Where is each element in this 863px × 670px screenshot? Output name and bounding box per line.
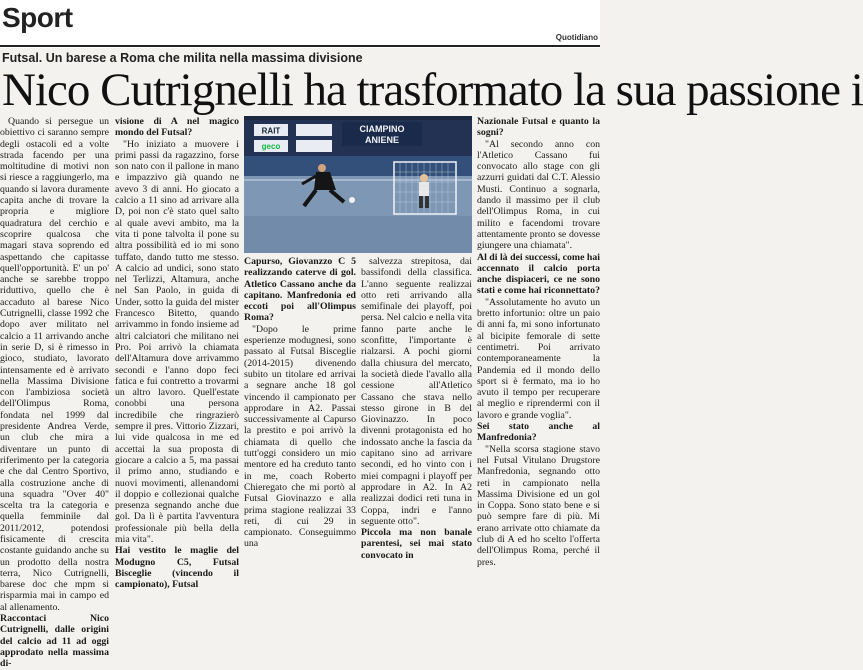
article-column-3 [244,256,356,550]
interview-question: Sei stato anche al Manfredonia? [477,421,600,444]
ball [349,197,355,203]
article-column-2 [115,116,239,591]
interview-question: Raccontaci Nico Cutrignelli, dalle origini del calcio ad 11 ad oggi approdato nella massima di- [0,613,109,670]
interview-question: Capurso, Giovanzzo C 5 realizzando caterve di gol. Atletico Cassano anche da capitano. Manfredonia ed eccoti poi all'Olimpus Roma? [244,256,356,324]
paragraph: Quando si persegue un obiettivo ci saranno sempre degli ostacoli ed a volte strada facendo per una moltitudine di motivi non si riesce a raggiungerlo, ma quando si lavora duramente capita anche di trovare la propria e migliore quadratura del cerchio e scoprire qualcosa che magari stava soprendo ed aspettando che capitasse quell'opportunità. E' un po' anche se sarebbe troppo riduttivo, quello che è accaduto al barese Nico Cutrignelli, classe 1992 che dopo aver militato nel calcio a 11 arrivando anche in serie D, si è rimesso in gioco, studiato, lavorato intensamente ed è arrivato nella Massima Divisione con l'ambiziosa società dell'Olimpus Roma, fondata nel 1999 dal presidente Andrea Verde, un club che mira a diventare un punto di riferimento per la categoria e che dal Centro Sportivo, alla costruzione anche di una squadra "Over 40" scelta tra la categoria e quella femminile dal 2011/2012, potendosi fisicamente di crescita costante guidando anche su un prodotto della nostra terra, Nico Cutrignelli, barese doc che mpm si risparmia mai in campo ed al allenamento. [0,116,109,613]
paragraph: "Ho iniziato a muovere i primi passi da ragazzino, forse son nato con il pallone in mano e impazzivo già quando ne avevo 3 di anni. Ho giocato a calcio a 11 sino ad arrivare alla D, poi non c'è stato quel salto al quale avevi ambito, ma la vita ti pone talvolta il pone su altra possibilità ed io mi sono tuffato, dando tutto me stesso. A calcio ad undici, sono stato nel Terlizzi, Altamura, anche nel San Paolo, in guida di Under, sotto la guida del mister Francesco Bitetto, quando arrivammo in fondo insieme ad altri calciatori che militano nei Pro. Poi arrivò la chiamata dell'Altamura dove arrivammo secondi e l'anno dopo feci fatica e fui contretto a trovarmi un altro lavoro. Quell'estate conobbi una persona incredibile che ringrazierò sempre il pres. Vittorio Zizzari, lui vide qualcosa in me ed accettai la sua proposta di giocare a calcio a 5, ma passai il primo anno, studiando e nuovi movimenti, allenandomi il doppio e collezionai qualche presenza segnando anche due gol. Da lì è partita l'avventura professionale più bella della mia vita". [115,138,239,545]
interview-question: Al di là dei successi, come hai accennato il calcio porta anche dispiaceri, ce ne sono stati e come hai riconnettato? [477,251,600,297]
header-rule [0,45,600,47]
interview-question: Nazionale Futsal e quanto la sogni? [477,116,600,139]
article-photo [244,116,472,253]
masthead [0,0,600,48]
interview-question: visione di A nel magico mondo del Futsal? [115,116,239,139]
paragraph: "Nella scorsa stagione stavo nel Futsal Vitulano Drugstore Manfredonia, segnando otto reti in campionato nella Massima Divisione ed un gol in Coppa. Sono stato bene e si può sempre fare di più. Mi erano arrivate otto chiamate da club di A ed ho scelto l'offerta dell'Olimpus Roma, perché il pres. [477,443,600,568]
banner-geco: geco [261,142,281,151]
section-title: Sport [2,2,73,33]
article-column-5 [477,116,600,568]
interview-question: Piccola ma non banale parentesi, sei mai stato convocato in [361,527,472,561]
article-kicker: Futsal. Un barese a Roma che milita nella massima divisione [2,51,363,65]
article-column-4 [361,256,472,561]
svg-text:ANIENE: ANIENE [364,135,400,145]
article-headline: Nico Cutrignelli ha trasformato la sua passione i [2,64,863,116]
paragraph: "Al secondo anno con l'Atletico Cassano fui convocato allo stage con gli azzurri guidati dal C.T. Alessio Musti. Continuo a sognarla, dando il massimo per il club dell'Olimpus Roma, in cui milito e facendomi trovare attentamente pronto se dovesse giungere una chiamata". [477,138,600,252]
paragraph: "Dopo le prime esperienze modugnesi, sono passato al Futsal Bisceglie (2014-2015) divenendo subito un titolare ed arrivai a segnare anche 18 gol vincendo il campionato per approdare in A2. Passai successivamente al Capurso la prestito e poi arrivò la chiamata di quello che tutt'oggi considero un mio mentore ed ha creduto tanto in me, coach Roberto Chieregato che mi portò al Futsal Giovinazzo e alla prima stagione realizzai 33 reti, di cui 29 in campionato. Conseguimmo una [244,323,356,550]
banner-ciampino: CIAMPINO [359,124,405,134]
interview-question: Hai vestito le maglie del Modugno C5, Futsal Bisceglie (vincendo il campionato), Futsal [115,545,239,591]
futsal-photo-illustration [244,116,472,253]
newspaper-name: Quotidiano [555,33,598,42]
banner-rait: RAIT [261,126,281,136]
paragraph: "Assolutamente ho avuto un bretto infortunio: oltre un paio di anni fa, mi sono infortunato al bicipite femorale di sette centimetri. Poi arrivato contemporaneamente la Pandemia ed il mondo dello sport si è fermato, ma io ho avuto il tempo per recuperare al meglio e riprendermi con il lavoro e grande voglia". [477,296,600,421]
article-column-1 [0,116,109,670]
paragraph: salvezza strepitosa, dai bassifondi della classifica. L'anno seguente realizzai otto reti arrivando alla semifinale dei playoff, poi persa. Nel calcio e nella vita fanno parte anche le sconfitte, l'importante è rialzarsi. A pochi giorni dalla chiusura del mercato, la società diede l'avallo alla cessione all'Atletico Cassano che stava nello stesso girone in B del Giovinazzo. In poco divenni protagonista ed ho indossato anche la fascia da capitano sino ad arrivare secondi, ed ho vinto con i miei compagni i playoff per approdare in A2. In A2 realizzai dodici reti tuna in Coppa, indri e l'anno seguente otto". [361,256,472,527]
